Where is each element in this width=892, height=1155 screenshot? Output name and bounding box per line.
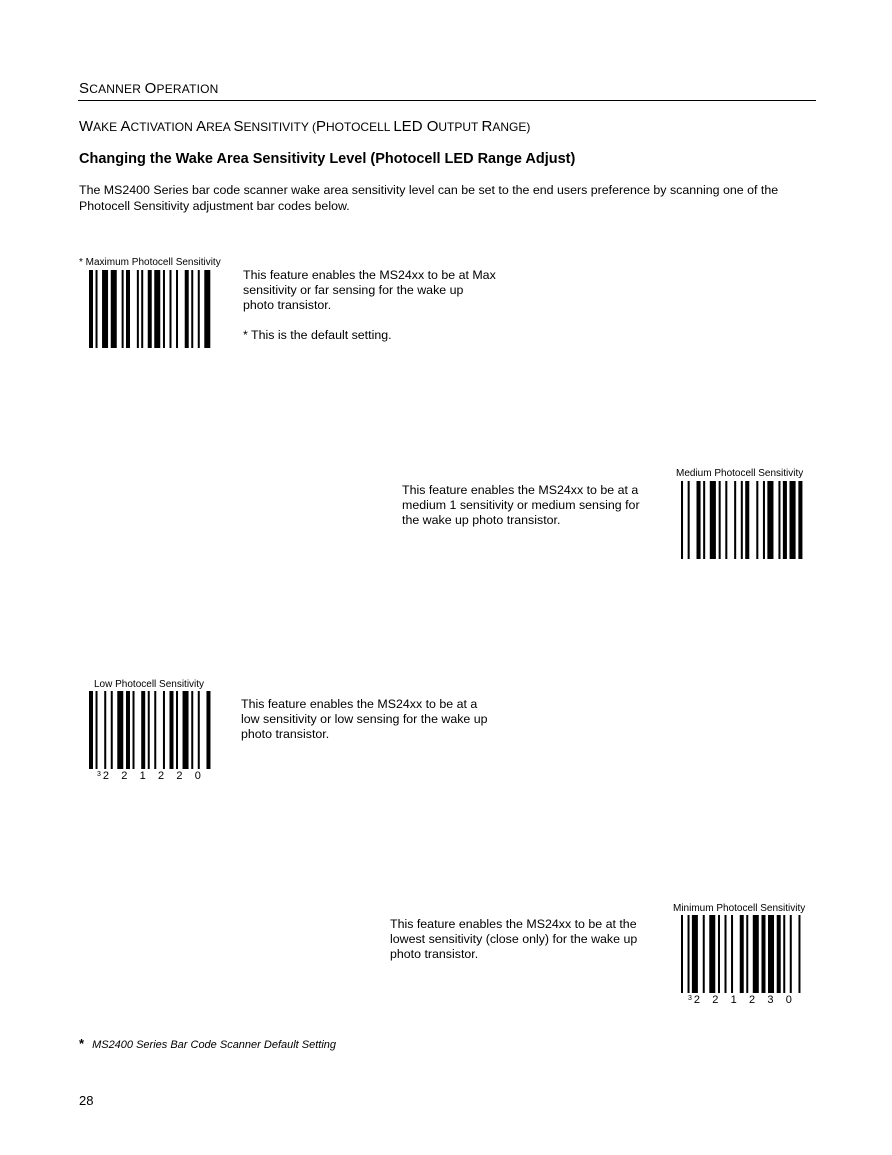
barcode-digits-low: $^3$ 2 2 1 2 2 0	[97, 770, 206, 782]
barcode-bar	[141, 691, 145, 769]
barcode-bar	[148, 270, 152, 348]
barcode-bar	[169, 691, 173, 769]
barcode-bar	[185, 270, 189, 348]
barcode-bar	[777, 915, 781, 993]
barcode-bar	[137, 270, 139, 348]
barcode-bar	[133, 691, 135, 769]
barcode-bar	[183, 691, 189, 769]
barcode-bar	[96, 691, 98, 769]
description-medium: This feature enables the MS24xx to be at a medium 1 sensitivity or medium sensing for the wake up photo transistor.	[402, 483, 640, 527]
barcode-bar	[692, 915, 698, 993]
barcode-bar	[176, 270, 178, 348]
barcode-bar	[206, 691, 210, 769]
barcode-bar	[688, 915, 690, 993]
barcode-bar	[148, 691, 150, 769]
barcode-maximum[interactable]	[89, 270, 213, 348]
footnote: * MS2400 Series Bar Code Scanner Default Setting	[79, 1036, 337, 1051]
page-heading: Changing the Wake Area Sensitivity Level (Photocell LED Range Adjust)	[79, 151, 576, 167]
barcode-bar	[740, 915, 744, 993]
barcode-bar	[198, 691, 200, 769]
default-setting-note: * This is the default setting.	[243, 328, 392, 342]
barcode-bar	[169, 270, 171, 348]
barcode-bar	[111, 691, 113, 769]
barcode-bar	[709, 915, 715, 993]
barcode-bar	[198, 270, 200, 348]
barcode-medium[interactable]	[681, 481, 805, 559]
barcode-bar	[790, 915, 792, 993]
barcode-bar	[783, 481, 787, 559]
barcode-bar	[731, 915, 733, 993]
barcode-bar	[96, 270, 98, 348]
barcode-bar	[703, 481, 705, 559]
barcode-bar	[756, 481, 758, 559]
barcode-bar	[681, 915, 683, 993]
description-minimum: This feature enables the MS24xx to be at the lowest sensitivity (close only) for the wake up photo transistor.	[390, 917, 638, 961]
subsection-title: WAKE ACTIVATION AREA SENSITIVITY (PHOTOCELL LED OUTPUT RANGE)	[79, 118, 531, 135]
barcode-bar	[718, 915, 720, 993]
barcode-bar	[798, 915, 800, 993]
barcode-bar	[783, 915, 785, 993]
barcode-bar	[154, 691, 156, 769]
barcode-bar	[89, 270, 93, 348]
barcode-bar	[761, 915, 765, 993]
barcode-bar	[126, 691, 130, 769]
barcode-bar	[688, 481, 690, 559]
barcode-bar	[191, 270, 193, 348]
barcode-bar	[204, 270, 210, 348]
barcode-label-minimum: Minimum Photocell Sensitivity	[673, 903, 806, 914]
barcode-bar	[734, 481, 736, 559]
barcode-bar	[89, 691, 93, 769]
barcode-bar	[746, 915, 748, 993]
barcode-bar	[778, 481, 780, 559]
barcode-bar	[697, 481, 701, 559]
barcode-bar	[163, 691, 165, 769]
barcode-bar	[163, 270, 165, 348]
section-title: SCANNER OPERATION	[79, 80, 219, 97]
barcode-bar	[725, 481, 727, 559]
barcode-low[interactable]	[89, 691, 213, 769]
barcode-bar	[763, 481, 765, 559]
barcode-bar	[710, 481, 716, 559]
barcode-bar	[111, 270, 117, 348]
barcode-bar	[104, 691, 106, 769]
barcode-minimum[interactable]	[681, 915, 805, 993]
barcode-bar	[176, 691, 178, 769]
barcode-bar	[768, 915, 774, 993]
barcode-bar	[154, 270, 160, 348]
barcode-bar	[703, 915, 705, 993]
barcode-bar	[798, 481, 802, 559]
barcode-label-medium: Medium Photocell Sensitivity	[676, 468, 804, 479]
barcode-bar	[126, 270, 130, 348]
header-rule	[78, 100, 816, 101]
barcode-label-maximum: * Maximum Photocell Sensitivity	[79, 257, 221, 268]
intro-paragraph: The MS2400 Series bar code scanner wake area sensitivity level can be set to the end users preference by scanning one of the Photocell Sensitivity adjustment bar codes below.	[79, 183, 779, 213]
barcode-bar	[122, 270, 124, 348]
description-low: This feature enables the MS24xx to be at a low sensitivity or low sensing for the wake up photo transistor.	[241, 697, 488, 741]
barcode-bar	[753, 915, 759, 993]
barcode-bar	[141, 270, 143, 348]
barcode-bar	[790, 481, 796, 559]
barcode-bar	[741, 481, 743, 559]
barcode-bar	[117, 691, 123, 769]
barcode-digits-minimum: $^3$ 2 2 1 2 3 0	[688, 994, 797, 1006]
barcode-bar	[102, 270, 108, 348]
barcode-bar	[725, 915, 727, 993]
barcode-bar	[745, 481, 749, 559]
barcode-bar	[681, 481, 683, 559]
barcode-bar	[191, 691, 193, 769]
barcode-bar	[719, 481, 721, 559]
barcode-label-low: Low Photocell Sensitivity	[94, 679, 205, 690]
description-maximum: This feature enables the MS24xx to be at Max sensitivity or far sensing for the wake up photo transistor. * This is the default setting.	[243, 268, 543, 343]
barcode-bar	[767, 481, 773, 559]
page-number: 28	[79, 1093, 94, 1108]
